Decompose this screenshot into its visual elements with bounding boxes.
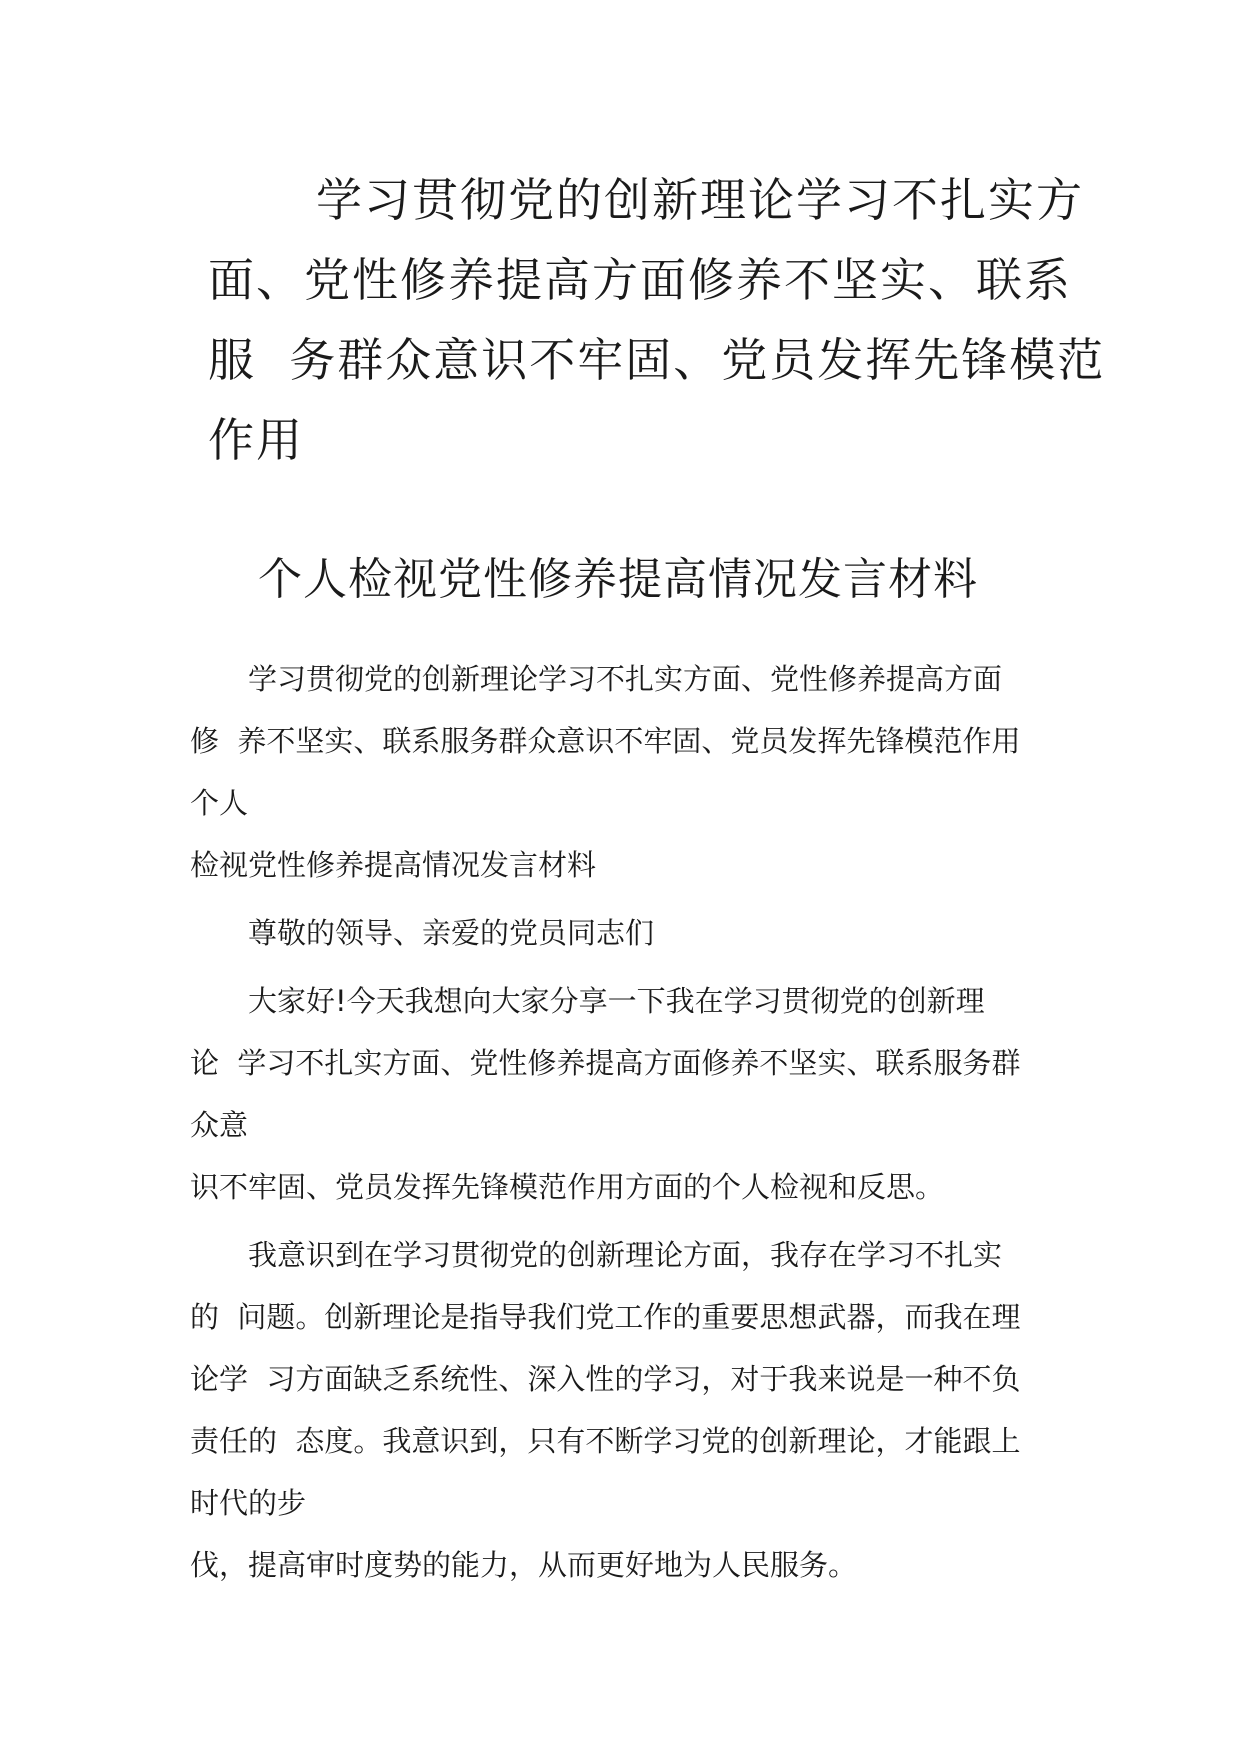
body-line: 大家好!今天我想向大家分享一下我在学习贯彻党的创新理	[248, 984, 985, 1018]
heading-line: 面、党性修养提高方面修养不坚实、联系	[208, 253, 1072, 307]
body-line: 众意	[190, 1108, 249, 1142]
document-heading	[208, 160, 1106, 480]
body-line: 检视党性修养提高情况发言材料	[190, 848, 597, 882]
body-line: 修 养不坚实、联系服务群众意识不牢固、党员发挥先锋模范作用	[190, 724, 1021, 758]
heading-line: 作用	[208, 413, 304, 467]
heading-line: 服 务群众意识不牢固、党员发挥先锋模范	[208, 333, 1106, 387]
body-line: 责任的 态度。我意识到，只有不断学习党的创新理论，才能跟上	[190, 1424, 1021, 1458]
body-line: 的 问题。创新理论是指导我们党工作的重要思想武器，而我在理	[190, 1300, 1021, 1334]
document-body	[190, 648, 1070, 1596]
body-line: 我意识到在学习贯彻党的创新理论方面，我存在学习不扎实	[248, 1238, 1003, 1272]
body-line: 论 学习不扎实方面、党性修养提高方面修养不坚实、联系服务群	[190, 1046, 1021, 1080]
body-line: 论学 习方面缺乏系统性、深入性的学习，对于我来说是一种不负	[190, 1362, 1021, 1396]
heading-line: 学习贯彻党的创新理论学习不扎实方	[316, 173, 1084, 227]
document-subtitle: 个人检视党性修养提高情况发言材料	[258, 554, 978, 605]
body-line: 时代的步	[190, 1486, 307, 1520]
body-line: 识不牢固、党员发挥先锋模范作用方面的个人检视和反思。	[190, 1170, 945, 1204]
body-line: 个人	[190, 786, 249, 820]
body-line: 伐，提高审时度势的能力，从而更好地为人民服务。	[190, 1548, 858, 1582]
body-line: 尊敬的领导、亲爱的党员同志们	[248, 916, 655, 950]
body-line: 学习贯彻党的创新理论学习不扎实方面、党性修养提高方面	[248, 662, 1003, 696]
